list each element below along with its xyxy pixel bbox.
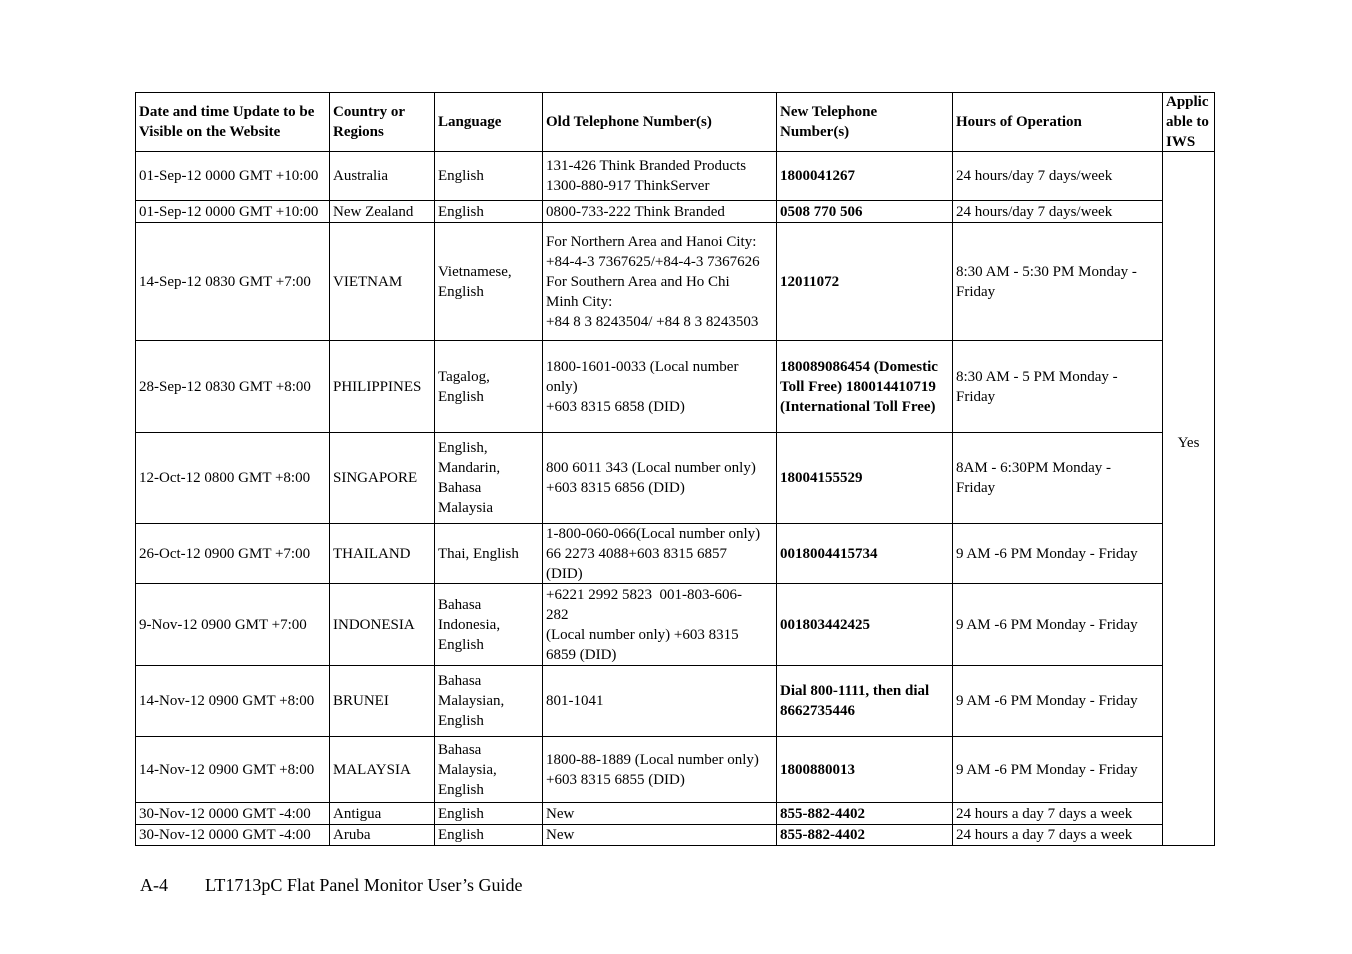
cell-date: 14-Nov-12 0900 GMT +8:00 — [136, 737, 330, 803]
cell-new-phone: 1800041267 — [777, 152, 953, 201]
cell-hours: 8AM - 6:30PM Monday - Friday — [953, 433, 1163, 524]
cell-date: 12-Oct-12 0800 GMT +8:00 — [136, 433, 330, 524]
cell-country: MALAYSIA — [330, 737, 435, 803]
cell-date: 30-Nov-12 0000 GMT -4:00 — [136, 825, 330, 846]
cell-country: SINGAPORE — [330, 433, 435, 524]
cell-country: INDONESIA — [330, 584, 435, 666]
cell-old-phone: New — [543, 803, 777, 825]
cell-new-phone: 0018004415734 — [777, 524, 953, 584]
cell-date: 26-Oct-12 0900 GMT +7:00 — [136, 524, 330, 584]
cell-date: 01-Sep-12 0000 GMT +10:00 — [136, 201, 330, 223]
cell-hours: 24 hours/day 7 days/week — [953, 201, 1163, 223]
cell-language: English — [435, 152, 543, 201]
cell-new-phone: 18004155529 — [777, 433, 953, 524]
cell-country: New Zealand — [330, 201, 435, 223]
cell-language: English — [435, 803, 543, 825]
cell-hours: 9 AM -6 PM Monday - Friday — [953, 524, 1163, 584]
cell-new-phone: 0508 770 506 — [777, 201, 953, 223]
cell-language: Bahasa Indonesia, English — [435, 584, 543, 666]
cell-new-phone: 180089086454 (Domestic Toll Free) 180014410719 (International Toll Free) — [777, 341, 953, 433]
cell-old-phone: 801-1041 — [543, 666, 777, 737]
cell-country: PHILIPPINES — [330, 341, 435, 433]
cell-language: English — [435, 201, 543, 223]
cell-new-phone: 855-882-4402 — [777, 803, 953, 825]
cell-old-phone: New — [543, 825, 777, 846]
cell-date: 14-Sep-12 0830 GMT +7:00 — [136, 223, 330, 341]
cell-country: BRUNEI — [330, 666, 435, 737]
cell-hours: 9 AM -6 PM Monday - Friday — [953, 584, 1163, 666]
header-language: Language — [435, 93, 543, 152]
cell-old-phone: 800 6011 343 (Local number only) +603 8315 6856 (DID) — [543, 433, 777, 524]
cell-new-phone: Dial 800-1111, then dial 8662735446 — [777, 666, 953, 737]
cell-country: VIETNAM — [330, 223, 435, 341]
cell-new-phone: 855-882-4402 — [777, 825, 953, 846]
cell-language: English — [435, 825, 543, 846]
header-hours: Hours of Operation — [953, 93, 1163, 152]
header-iws: Applic able to IWS — [1163, 93, 1215, 152]
cell-old-phone: 131-426 Think Branded Products 1300-880-917 ThinkServer — [543, 152, 777, 201]
cell-language: English, Mandarin, Bahasa Malaysia — [435, 433, 543, 524]
cell-country: THAILAND — [330, 524, 435, 584]
cell-hours: 9 AM -6 PM Monday - Friday — [953, 737, 1163, 803]
cell-country: Antigua — [330, 803, 435, 825]
cell-hours: 24 hours/day 7 days/week — [953, 152, 1163, 201]
header-new-phone: New Telephone Number(s) — [777, 93, 953, 152]
cell-date: 01-Sep-12 0000 GMT +10:00 — [136, 152, 330, 201]
cell-old-phone: For Northern Area and Hanoi City: +84-4-3 7367625/+84-4-3 7367626 For Southern Area and Ho Chi Minh City: +84 8 3 8243504/ +84 8 3 8243503 — [543, 223, 777, 341]
cell-language: Vietnamese, English — [435, 223, 543, 341]
cell-date: 14-Nov-12 0900 GMT +8:00 — [136, 666, 330, 737]
cell-language: Tagalog, English — [435, 341, 543, 433]
cell-old-phone: 0800-733-222 Think Branded — [543, 201, 777, 223]
cell-applicable-iws: Yes — [1163, 152, 1215, 846]
cell-old-phone: 1800-1601-0033 (Local number only) +603 8315 6858 (DID) — [543, 341, 777, 433]
cell-date: 30-Nov-12 0000 GMT -4:00 — [136, 803, 330, 825]
cell-date: 9-Nov-12 0900 GMT +7:00 — [136, 584, 330, 666]
header-country: Country or Regions — [330, 93, 435, 152]
cell-old-phone: 1800-88-1889 (Local number only) +603 8315 6855 (DID) — [543, 737, 777, 803]
cell-hours: 24 hours a day 7 days a week — [953, 825, 1163, 846]
cell-old-phone: 1-800-060-066(Local number only) 66 2273 4088+603 8315 6857 (DID) — [543, 524, 777, 584]
cell-language: Bahasa Malaysian, English — [435, 666, 543, 737]
cell-old-phone: +6221 2992 5823 001-803-606- 282 (Local number only) +603 8315 6859 (DID) — [543, 584, 777, 666]
cell-new-phone: 1800880013 — [777, 737, 953, 803]
cell-new-phone: 12011072 — [777, 223, 953, 341]
cell-date: 28-Sep-12 0830 GMT +8:00 — [136, 341, 330, 433]
cell-language: Thai, English — [435, 524, 543, 584]
cell-hours: 8:30 AM - 5 PM Monday - Friday — [953, 341, 1163, 433]
support-numbers-table — [135, 92, 1215, 846]
footer-page-number: A-4 — [140, 875, 168, 895]
cell-country: Aruba — [330, 825, 435, 846]
cell-hours: 8:30 AM - 5:30 PM Monday - Friday — [953, 223, 1163, 341]
cell-hours: 24 hours a day 7 days a week — [953, 803, 1163, 825]
header-date: Date and time Update to be Visible on the Website — [136, 93, 330, 152]
footer-document-title: LT1713pC Flat Panel Monitor User’s Guide — [205, 875, 523, 895]
header-old-phone: Old Telephone Number(s) — [543, 93, 777, 152]
cell-hours: 9 AM -6 PM Monday - Friday — [953, 666, 1163, 737]
cell-language: Bahasa Malaysia, English — [435, 737, 543, 803]
cell-country: Australia — [330, 152, 435, 201]
cell-new-phone: 001803442425 — [777, 584, 953, 666]
